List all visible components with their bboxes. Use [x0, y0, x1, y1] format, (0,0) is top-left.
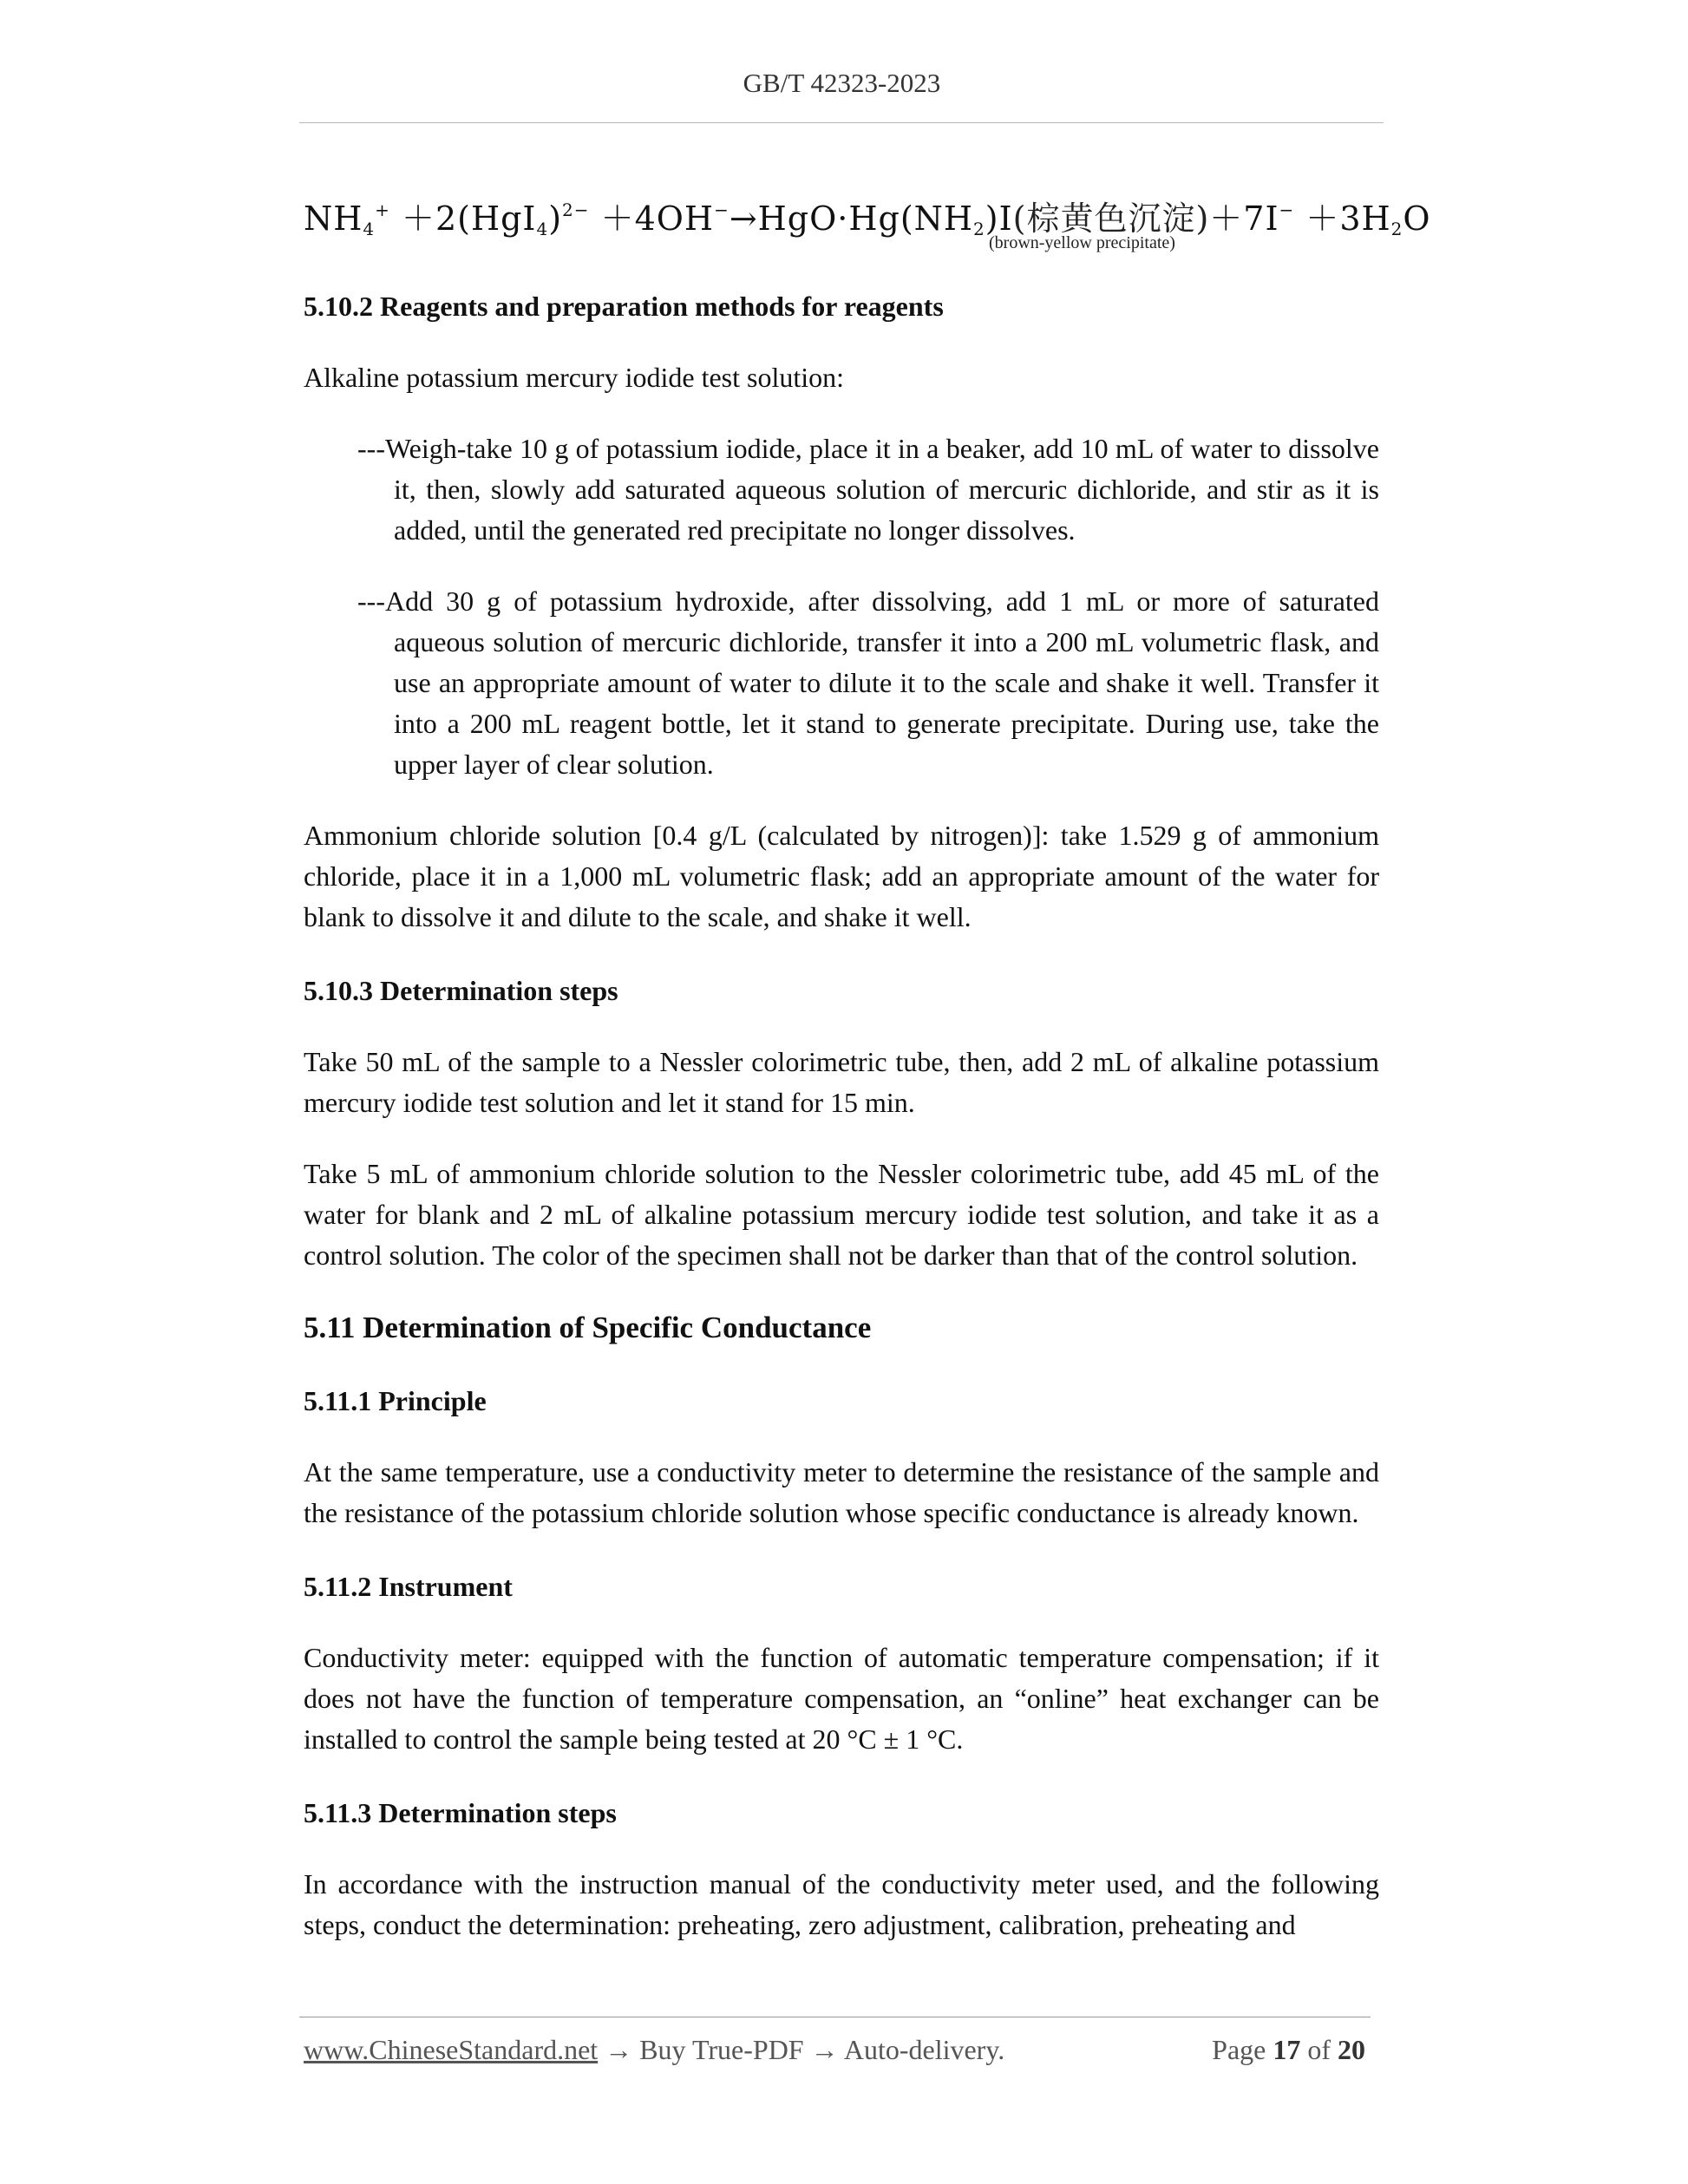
chemical-equation: $NH_4^+ +2(HgI_4)^{2-} +4OH^-\to HgO\cdot Hg(NH_2)I$(棕黄色沉淀)$+7I^- +3H_2O$	[304, 199, 1431, 239]
page-total: 20	[1338, 2034, 1365, 2065]
paragraph: At the same temperature, use a conductivity meter to determine the resistance of the sample and the resistance of the potassium chloride solution whose specific conductance is already known.	[304, 1456, 1379, 1528]
heading-5-11-2: 5.11.2 Instrument	[304, 1571, 513, 1602]
list-item: ---Weigh-take 10 g of potassium iodide, place it in a beaker, add 10 mL of water to dissolve it, then, slowly add saturated aqueous solution of mercuric dichloride, and stir as it is added, until the generated red precipitate no longer dissolves.	[357, 433, 1379, 546]
list-item: ---Add 30 g of potassium hydroxide, after dissolving, add 1 mL or more of saturated aqueous solution of mercuric dichloride, transfer it into a 200 mL volumetric flask, and use an appropriate amount of water to dilute it to the scale and shake it well. Transfer it into a 200 mL reagent bottle, let it stand to generate precipitate. During use, take the upper layer of clear solution.	[357, 585, 1379, 780]
paragraph-ammonium: Ammonium chloride solution [0.4 g/L (calculated by nitrogen)]: take 1.529 g of ammonium chloride, place it in a 1,000 mL volumetric flask; add an appropriate amount of the water for blank to dissolve it and dilute to the scale, and shake it well.	[304, 820, 1379, 932]
paragraph: Take 5 mL of ammonium chloride solution to the Nessler colorimetric tube, add 45 mL of the water for blank and 2 mL of alkaline potassium mercury iodide test solution, and take it as a control solution. The color of the specimen shall not be darker than that of the control solution.	[304, 1158, 1379, 1271]
heading-5-11-3: 5.11.3 Determination steps	[304, 1797, 617, 1828]
paragraph: Conductivity meter: equipped with the function of automatic temperature compensation; if it does not have the function of temperature compensation, an “online” heat exchanger can be installed to control the sample being tested at 20 °C ± 1 °C.	[304, 1642, 1379, 1755]
heading-5-11-1: 5.11.1 Principle	[304, 1385, 487, 1416]
paragraph: In accordance with the instruction manual of the conductivity meter used, and the following steps, conduct the determination: preheating, zero adjustment, calibration, preheating and	[304, 1868, 1379, 1940]
page-label: Page	[1212, 2034, 1266, 2065]
page-footer	[304, 2034, 1371, 2066]
page-header: GB/T 42323-2023	[743, 68, 941, 98]
paragraph: Take 50 mL of the sample to a Nessler colorimetric tube, then, add 2 mL of alkaline potassium mercury iodide test solution and let it stand for 15 min.	[304, 1046, 1379, 1118]
formula-note: (brown-yellow precipitate)	[989, 233, 1175, 252]
header-rule	[299, 122, 1384, 123]
paragraph-intro: Alkaline potassium mercury iodide test solution:	[304, 362, 845, 393]
page-current: 17	[1273, 2034, 1301, 2065]
heading-5-10-3: 5.10.3 Determination steps	[304, 975, 618, 1006]
heading-5-10-2: 5.10.2 Reagents and preparation methods for reagents	[304, 291, 944, 322]
document-body	[304, 189, 1431, 1945]
of-label: of	[1307, 2034, 1331, 2065]
website-link[interactable]: www.ChineseStandard.net	[304, 2034, 599, 2065]
heading-5-11: 5.11 Determination of Specific Conductance	[304, 1311, 872, 1344]
footer-tagline: → Buy True-PDF → Auto-delivery.	[598, 2034, 1005, 2065]
page-number	[1212, 2034, 1365, 2066]
